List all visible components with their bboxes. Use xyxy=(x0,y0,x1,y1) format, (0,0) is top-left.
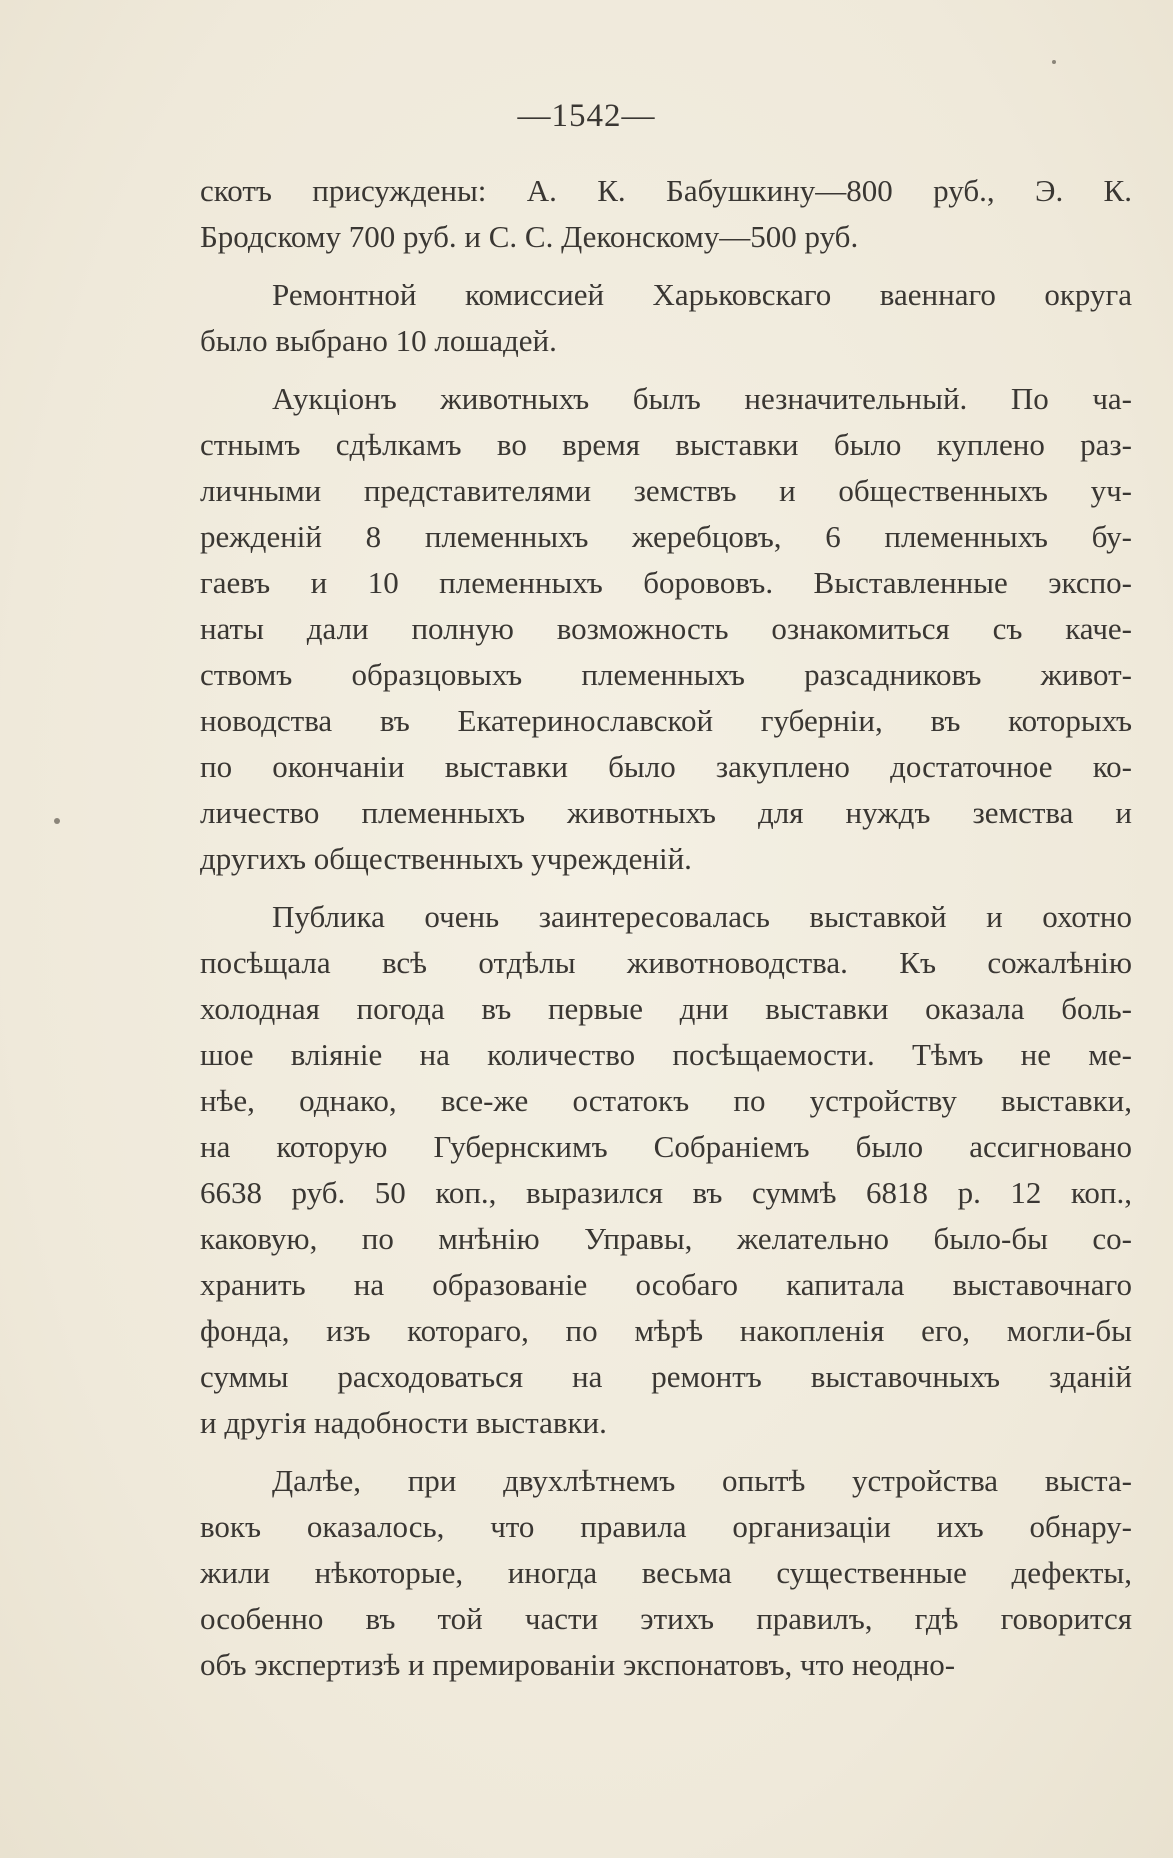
text-line: жили нѣкоторые, иногда весьма существенные дефекты, xyxy=(200,1555,1132,1590)
text-line: новодства въ Екатеринославской губерніи, въ которыхъ xyxy=(200,703,1132,738)
paragraph xyxy=(200,376,1132,882)
paragraph xyxy=(200,272,1132,364)
paragraph xyxy=(200,894,1132,1446)
text-line: объ экспертизѣ и премированіи экспонатовъ, что неодно- xyxy=(200,1647,956,1682)
text-line: особенно въ той части этихъ правилъ, гдѣ говорится xyxy=(200,1601,1132,1636)
text-line: ствомъ образцовыхъ племенныхъ разсадниковъ живот- xyxy=(200,657,1132,692)
text-line: и другія надобности выставки. xyxy=(200,1405,607,1440)
page-number: —1542— xyxy=(517,98,656,134)
text-line: гаевъ и 10 племенныхъ борововъ. Выставленные экспо- xyxy=(200,565,1132,600)
text-line: Бродскому 700 руб. и С. С. Деконскому—500 руб. xyxy=(200,219,859,254)
body-text xyxy=(200,168,1132,1700)
text-line: вокъ оказалось, что правила организаціи ихъ обнару- xyxy=(200,1509,1132,1544)
text-line: каковую, по мнѣнію Управы, желательно было-бы со- xyxy=(200,1221,1132,1256)
text-line: Аукціонъ животныхъ былъ незначительный. По ча- xyxy=(272,381,1132,416)
text-line: стнымъ сдѣлкамъ во время выставки было куплено раз- xyxy=(200,427,1132,462)
text-line: другихъ общественныхъ учрежденій. xyxy=(200,841,692,876)
text-line: нѣе, однако, все-же остатокъ по устройству выставки, xyxy=(200,1083,1132,1118)
text-line: суммы расходоваться на ремонтъ выставочныхъ зданій xyxy=(200,1359,1132,1394)
paragraph xyxy=(200,168,1132,260)
ink-speck xyxy=(54,818,60,824)
text-line: Далѣе, при двухлѣтнемъ опытѣ устройства выста- xyxy=(272,1463,1132,1498)
text-line: личество племенныхъ животныхъ для нуждъ земства и xyxy=(200,795,1132,830)
text-line: Ремонтной комиссией Харьковскаго ваеннаго округа xyxy=(272,277,1132,312)
text-line: холодная погода въ первые дни выставки оказала боль- xyxy=(200,991,1132,1026)
text-line: режденій 8 племенныхъ жеребцовъ, 6 племенныхъ бу- xyxy=(200,519,1132,554)
text-line: хранить на образованіе особаго капитала выставочнаго xyxy=(200,1267,1132,1302)
text-line: фонда, изъ котораго, по мѣрѣ накопленія его, могли-бы xyxy=(200,1313,1132,1348)
text-line: 6638 руб. 50 коп., выразился въ суммѣ 6818 р. 12 коп., xyxy=(200,1175,1132,1210)
ink-speck xyxy=(1052,60,1056,64)
text-line: посѣщала всѣ отдѣлы животноводства. Къ сожалѣнію xyxy=(200,945,1132,980)
text-line: личными представителями земствъ и общественныхъ уч- xyxy=(200,473,1132,508)
text-line: на которую Губернскимъ Собраніемъ было ассигновано xyxy=(200,1129,1132,1164)
paragraph xyxy=(200,1458,1132,1688)
text-line: шое вліяніе на количество посѣщаемости. Тѣмъ не ме- xyxy=(200,1037,1132,1072)
text-line: Публика очень заинтересовалась выставкой и охотно xyxy=(272,899,1132,934)
text-line: наты дали полную возможность ознакомиться съ каче- xyxy=(200,611,1132,646)
text-line: было выбрано 10 лошадей. xyxy=(200,323,557,358)
text-line: по окончаніи выставки было закуплено достаточное ко- xyxy=(200,749,1132,784)
text-line: скотъ присуждены: А. К. Бабушкину—800 руб., Э. К. xyxy=(200,173,1132,208)
